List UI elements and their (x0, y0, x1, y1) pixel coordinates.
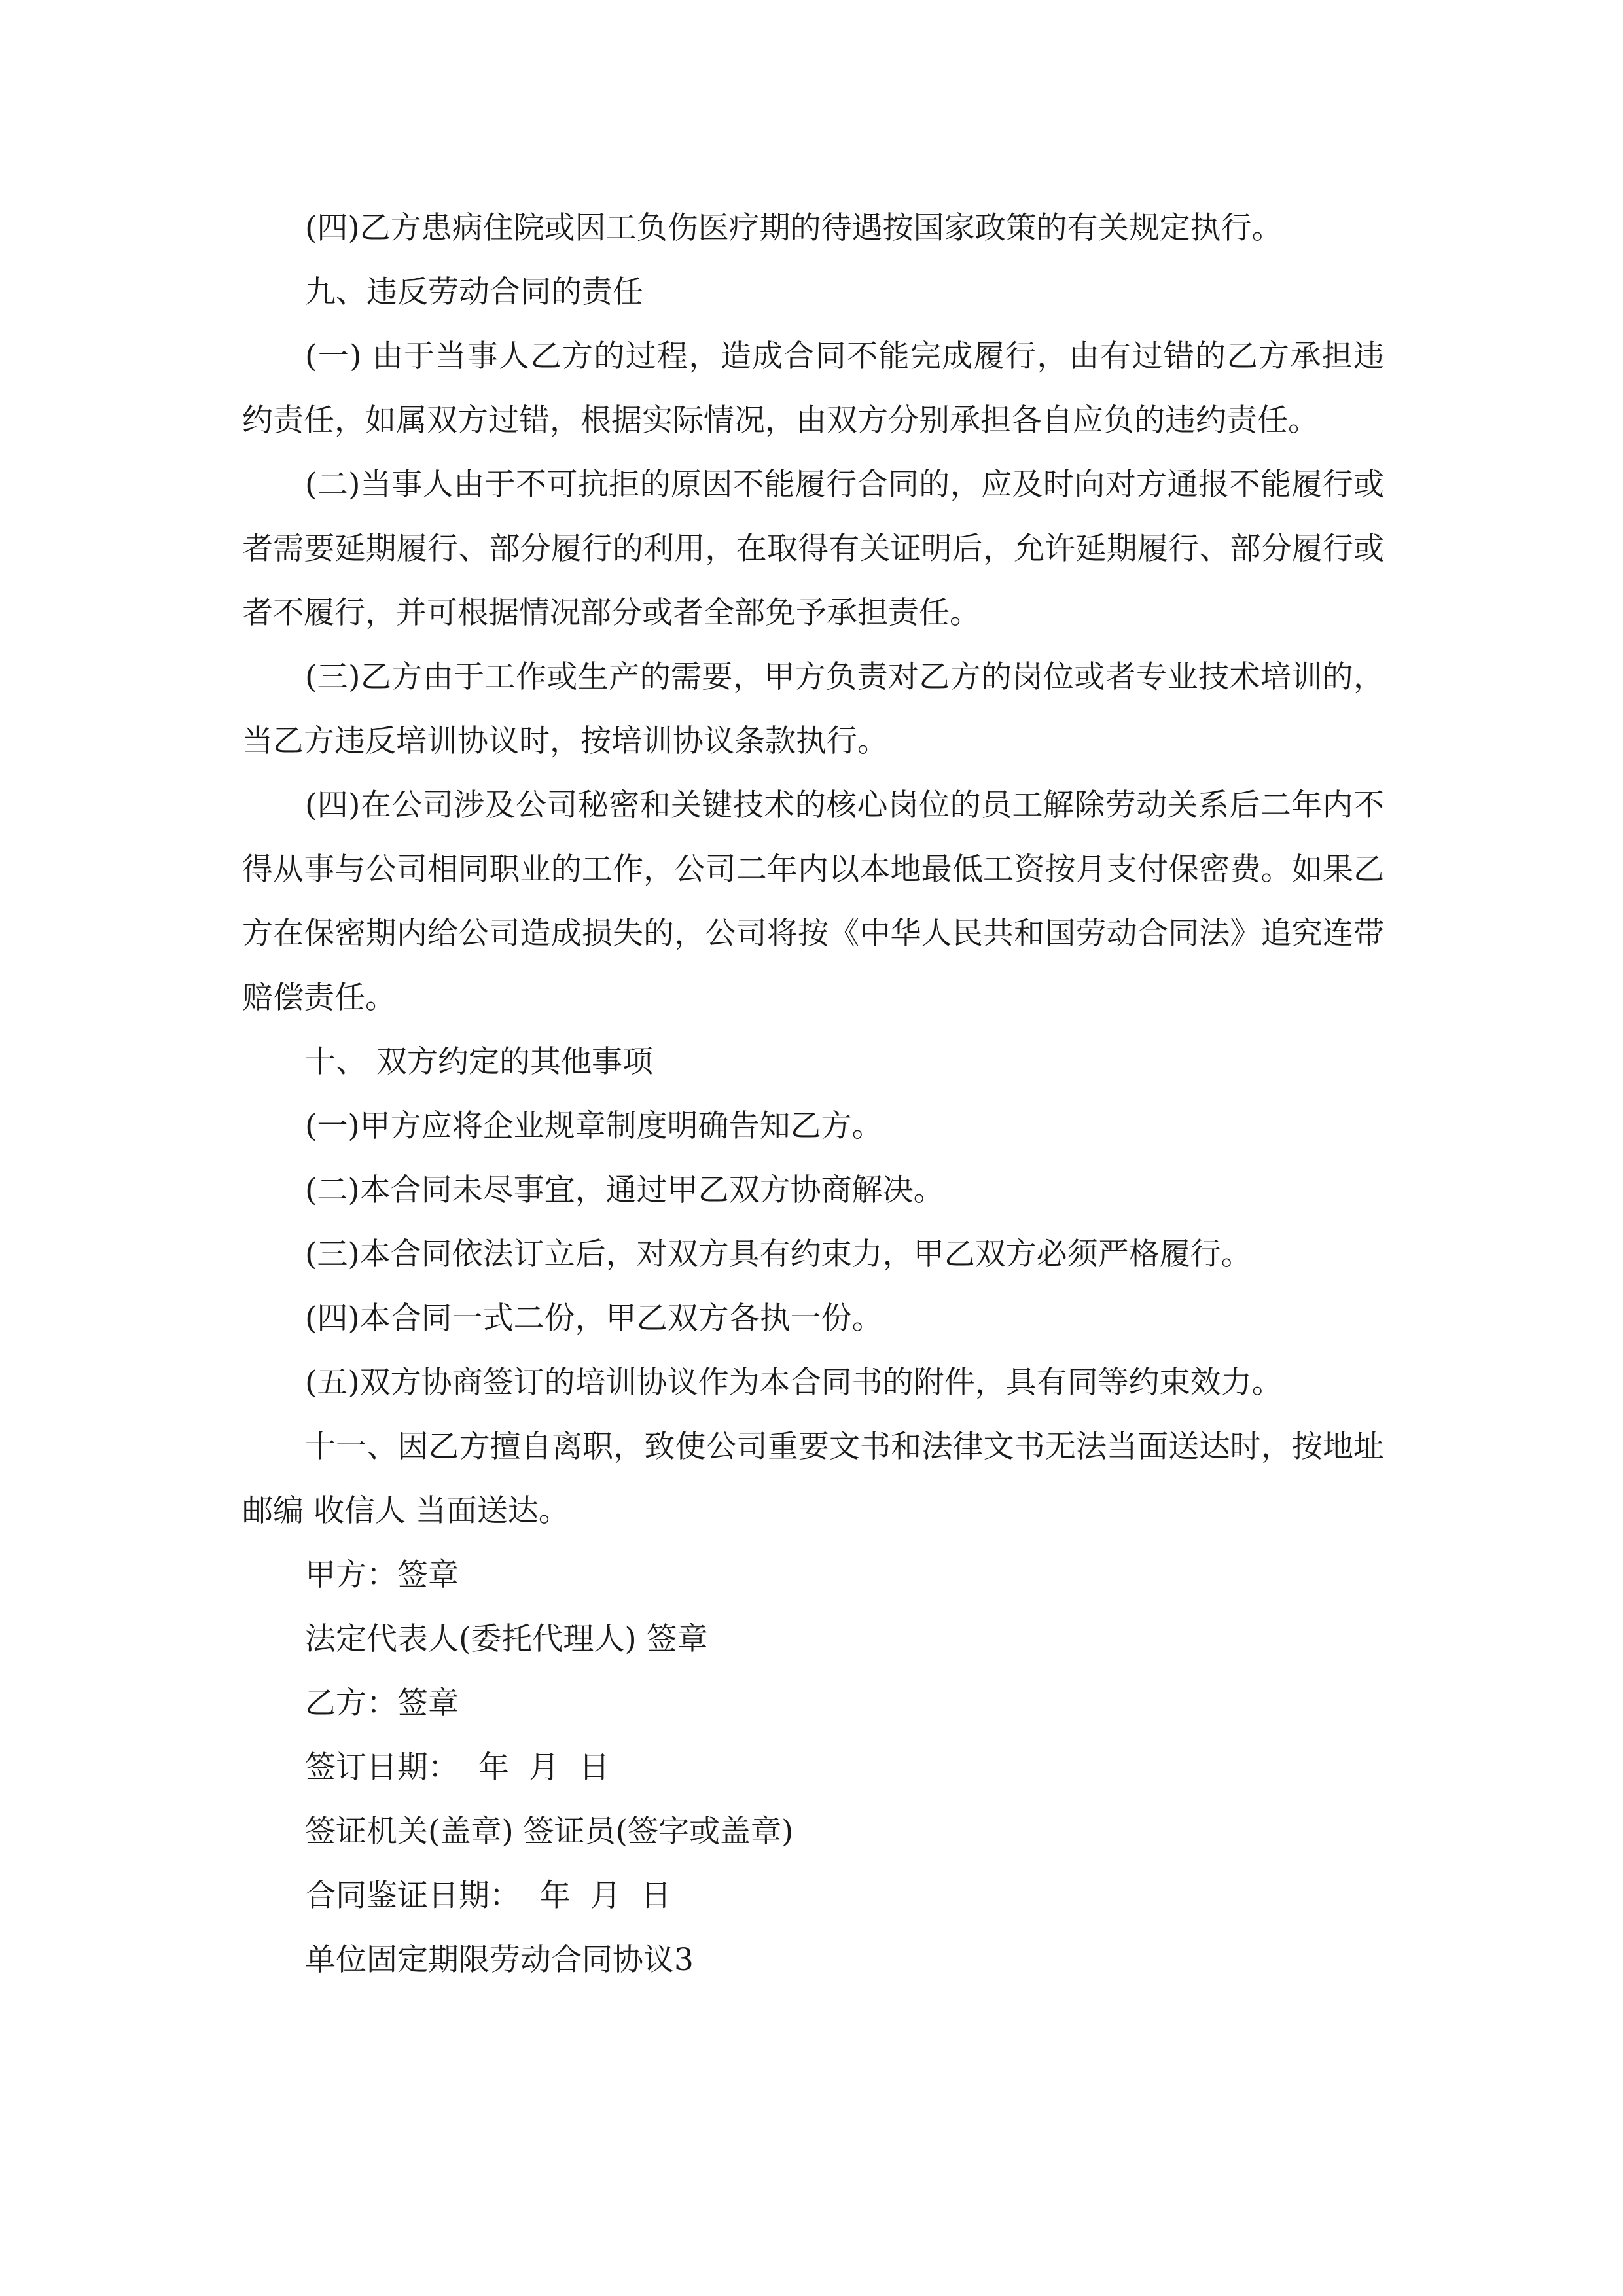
next-document-title: 单位固定期限劳动合同协议3 (305, 1942, 694, 1978)
clause-force-majeure: (二)当事人由于不可抗拒的原因不能履行合同的，应及时向对方通报不能履行或者需要延期履行、部分履行的利用，在取得有关证明后，允许延期履行、部分履行或者不履行，并可根据情况部分或者全部免予承担责任。 (242, 467, 1384, 631)
clause-breach-fault: (一) 由于当事人乙方的过程，造成合同不能完成履行，由有过错的乙方承担违约责任，如属双方过错，根据实际情况，由双方分别承担各自应负的违约责任。 (242, 338, 1384, 439)
clause-training: (三)乙方由于工作或生产的需要，甲方负责对乙方的岗位或者专业技术培训的，当乙方违反培训协议时，按培训协议条款执行。 (242, 659, 1384, 759)
clause-unresolved-matters: (二)本合同未尽事宜，通过甲乙双方协商解决。 (305, 1172, 944, 1208)
clause-document-delivery: 十一、因乙方擅自离职，致使公司重要文书和法律文书无法当面送达时，按地址 邮编 收信人 当面送达。 (242, 1429, 1384, 1529)
section-heading-other-matters: 十、 双方约定的其他事项 (305, 1044, 653, 1080)
clause-binding-force: (三)本合同依法订立后，对双方具有约束力，甲乙双方必须严格履行。 (305, 1236, 1252, 1272)
clause-medical-treatment: (四)乙方患病住院或因工负伤医疗期的待遇按国家政策的有关规定执行。 (305, 210, 1283, 246)
clause-copies: (四)本合同一式二份，甲乙双方各执一份。 (305, 1300, 883, 1336)
section-heading-breach-liability: 九、违反劳动合同的责任 (305, 274, 643, 310)
party-a-signature-line: 甲方：签章 (305, 1557, 459, 1593)
signing-date-line: 签订日期： 年 月 日 (305, 1749, 610, 1785)
certification-date-line: 合同鉴证日期： 年 月 日 (305, 1878, 671, 1914)
legal-representative-signature-line: 法定代表人(委托代理人) 签章 (305, 1621, 708, 1657)
document-body (242, 196, 1384, 1992)
clause-training-annex: (五)双方协商签订的培训协议作为本合同书的附件，具有同等约束效力。 (305, 1365, 1283, 1401)
party-b-signature-line: 乙方：签章 (305, 1685, 459, 1721)
clause-confidentiality: (四)在公司涉及公司秘密和关键技术的核心岗位的员工解除劳动关系后二年内不得从事与公司相同职业的工作，公司二年内以本地最低工资按月支付保密费。如果乙方在保密期内给公司造成损失的，公司将按《中华人民共和国劳动合同法》追究连带赔偿责任。 (242, 787, 1384, 1016)
certification-authority-line: 签证机关(盖章) 签证员(签字或盖章) (305, 1814, 794, 1850)
clause-company-rules: (一)甲方应将企业规章制度明确告知乙方。 (305, 1108, 883, 1144)
